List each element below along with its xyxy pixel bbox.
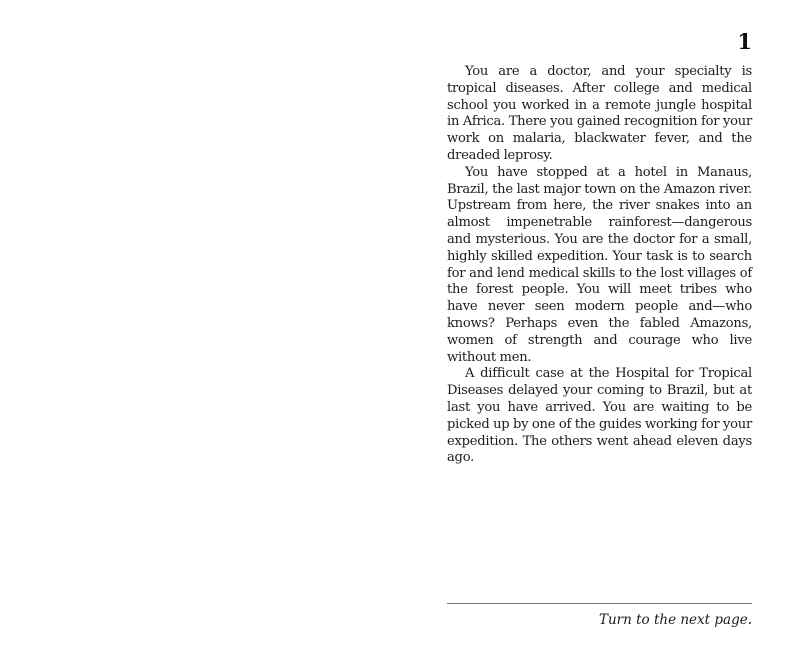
page-number: 1 bbox=[737, 29, 752, 54]
footer-instruction: Turn to the next page. bbox=[598, 612, 752, 628]
story-text bbox=[447, 64, 752, 467]
paragraph-arrival: A difficult case at the Hospital for Tropical Diseases delayed your coming to Brazil, but at last you have arrived. You are waiting to be picked up by one of the guides working for your expedition. The others went ahead eleven days ago. bbox=[447, 366, 752, 466]
footer-divider bbox=[447, 603, 752, 604]
paragraph-manaus: You have stopped at a hotel in Manaus, Brazil, the last major town on the Amazon river. Upstream from here, the river snakes into an almost impenetrable rainforest—dangerous and mysterious. You are the doctor for a small, highly skilled expedition. Your task is to search for and lend medical skills to the lost villages of the forest people. You will meet tribes who have never seen modern people and—who knows? Perhaps even the fabled Amazons, women of strength and courage who live without men. bbox=[447, 164, 752, 365]
paragraph-intro: You are a doctor, and your specialty is tropical diseases. After college and medical school you worked in a remote jungle hospital in Africa. There you gained recognition for your work on malaria, blackwater fever, and the dreaded leprosy. bbox=[447, 64, 752, 163]
